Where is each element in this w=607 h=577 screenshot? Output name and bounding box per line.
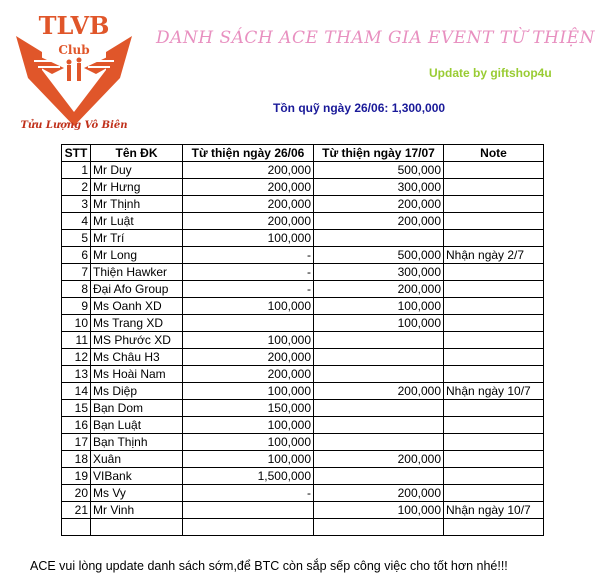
cell-name: Ms Vy — [91, 485, 183, 502]
cell-note: Nhận ngày 10/7 — [444, 502, 544, 519]
cell-donation-2606: 200,000 — [183, 196, 314, 213]
cell-name: MS Phước XD — [91, 332, 183, 349]
cell-donation-1707: 100,000 — [314, 315, 444, 332]
cell-note — [444, 519, 544, 536]
cell-stt: 13 — [62, 366, 91, 383]
club-logo — [12, 8, 136, 132]
cell-stt: 11 — [62, 332, 91, 349]
table-row — [62, 264, 544, 281]
cell-stt: 3 — [62, 196, 91, 213]
cell-stt: 5 — [62, 230, 91, 247]
cell-donation-1707: 100,000 — [314, 502, 444, 519]
cell-note — [444, 400, 544, 417]
cell-name: VIBank — [91, 468, 183, 485]
cell-name: Ms Oanh XD — [91, 298, 183, 315]
cell-stt: 4 — [62, 213, 91, 230]
svg-text:TLVB: TLVB — [38, 11, 110, 40]
cell-name: Mr Hưng — [91, 179, 183, 196]
cell-note — [444, 366, 544, 383]
tlvb-logo-icon — [12, 8, 136, 132]
cell-name: Mr Duy — [91, 162, 183, 179]
cell-donation-1707 — [314, 349, 444, 366]
cell-note — [444, 485, 544, 502]
table-row — [62, 519, 544, 536]
svg-text:Tửu Lượng Vô Biên: Tửu Lượng Vô Biên — [20, 120, 128, 131]
cell-note — [444, 230, 544, 247]
table-header-row — [62, 145, 544, 162]
footer-message: ACE vui lòng update danh sách sớm,để BTC còn sắp sếp công việc cho tốt hơn nhé!!! — [30, 559, 508, 573]
column-header-name: Tên ĐK — [91, 145, 183, 162]
cell-name: Mr Trí — [91, 230, 183, 247]
cell-stt: 6 — [62, 247, 91, 264]
cell-stt: 7 — [62, 264, 91, 281]
cell-donation-1707: 200,000 — [314, 383, 444, 400]
cell-stt: 2 — [62, 179, 91, 196]
cell-note — [444, 179, 544, 196]
cell-stt: 15 — [62, 400, 91, 417]
cell-donation-2606: - — [183, 281, 314, 298]
cell-donation-2606: 200,000 — [183, 349, 314, 366]
cell-stt: 17 — [62, 434, 91, 451]
table-row — [62, 196, 544, 213]
cell-donation-2606: 200,000 — [183, 179, 314, 196]
cell-stt: 10 — [62, 315, 91, 332]
cell-donation-2606: 1,500,000 — [183, 468, 314, 485]
cell-donation-1707 — [314, 468, 444, 485]
cell-stt: 8 — [62, 281, 91, 298]
cell-note — [444, 434, 544, 451]
table-row — [62, 485, 544, 502]
table-row — [62, 349, 544, 366]
cell-donation-1707: 200,000 — [314, 451, 444, 468]
cell-donation-1707 — [314, 434, 444, 451]
table-row — [62, 179, 544, 196]
cell-stt: 21 — [62, 502, 91, 519]
cell-name: Đại Afo Group — [91, 281, 183, 298]
page-title: DANH SÁCH ACE THAM GIA EVENT TỪ THIỆN — [156, 28, 595, 48]
cell-donation-1707: 200,000 — [314, 196, 444, 213]
cell-donation-1707: 500,000 — [314, 162, 444, 179]
cell-donation-2606 — [183, 502, 314, 519]
column-header-stt: STT — [62, 145, 91, 162]
cell-note — [444, 213, 544, 230]
table-row — [62, 230, 544, 247]
cell-donation-2606: 100,000 — [183, 417, 314, 434]
cell-name: Mr Long — [91, 247, 183, 264]
table-row — [62, 332, 544, 349]
cell-stt: 16 — [62, 417, 91, 434]
cell-name: Bạn Dom — [91, 400, 183, 417]
cell-note — [444, 162, 544, 179]
cell-donation-2606 — [183, 519, 314, 536]
cell-donation-1707: 200,000 — [314, 281, 444, 298]
cell-stt: 1 — [62, 162, 91, 179]
cell-donation-2606: - — [183, 264, 314, 281]
cell-stt: 18 — [62, 451, 91, 468]
cell-donation-1707: 300,000 — [314, 264, 444, 281]
cell-donation-2606: 100,000 — [183, 383, 314, 400]
cell-note — [444, 417, 544, 434]
column-header-donation-2606: Từ thiện ngày 26/06 — [183, 145, 314, 162]
cell-name: Bạn Thịnh — [91, 434, 183, 451]
cell-donation-2606 — [183, 315, 314, 332]
cell-donation-1707 — [314, 417, 444, 434]
column-header-note: Note — [444, 145, 544, 162]
cell-stt: 12 — [62, 349, 91, 366]
cell-donation-1707: 200,000 — [314, 485, 444, 502]
cell-stt — [62, 519, 91, 536]
cell-donation-1707 — [314, 366, 444, 383]
cell-note — [444, 281, 544, 298]
cell-donation-1707: 500,000 — [314, 247, 444, 264]
cell-donation-1707 — [314, 332, 444, 349]
cell-stt: 19 — [62, 468, 91, 485]
cell-name: Xuân — [91, 451, 183, 468]
table-body — [62, 162, 544, 536]
table-row — [62, 417, 544, 434]
cell-note: Nhận ngày 10/7 — [444, 383, 544, 400]
table-row — [62, 383, 544, 400]
fund-balance-label: Tồn quỹ ngày 26/06: 1,300,000 — [273, 101, 446, 115]
cell-name: Mr Luật — [91, 213, 183, 230]
cell-name: Thiện Hawker — [91, 264, 183, 281]
svg-text:Club: Club — [58, 43, 90, 57]
table-row — [62, 281, 544, 298]
cell-name: Ms Châu H3 — [91, 349, 183, 366]
cell-donation-2606: 200,000 — [183, 366, 314, 383]
cell-name: Bạn Luật — [91, 417, 183, 434]
table-row — [62, 434, 544, 451]
table-row — [62, 400, 544, 417]
table-row — [62, 298, 544, 315]
table-row — [62, 366, 544, 383]
cell-note — [444, 332, 544, 349]
table-row — [62, 247, 544, 264]
cell-donation-1707: 100,000 — [314, 298, 444, 315]
cell-donation-2606: 100,000 — [183, 434, 314, 451]
cell-name: Mr Vinh — [91, 502, 183, 519]
cell-donation-2606: 100,000 — [183, 332, 314, 349]
cell-stt: 9 — [62, 298, 91, 315]
cell-donation-1707: 300,000 — [314, 179, 444, 196]
cell-note — [444, 451, 544, 468]
table-row — [62, 451, 544, 468]
cell-donation-2606: - — [183, 485, 314, 502]
table-row — [62, 315, 544, 332]
cell-stt: 14 — [62, 383, 91, 400]
cell-donation-2606: 200,000 — [183, 213, 314, 230]
cell-donation-2606: 100,000 — [183, 451, 314, 468]
table-row — [62, 162, 544, 179]
cell-donation-1707 — [314, 400, 444, 417]
cell-donation-2606: 100,000 — [183, 298, 314, 315]
cell-note — [444, 468, 544, 485]
update-by-label: Update by giftshop4u — [429, 66, 552, 80]
cell-name: Mr Thịnh — [91, 196, 183, 213]
cell-donation-2606: - — [183, 247, 314, 264]
cell-donation-1707: 200,000 — [314, 213, 444, 230]
table-row — [62, 468, 544, 485]
cell-note — [444, 349, 544, 366]
cell-stt: 20 — [62, 485, 91, 502]
cell-note — [444, 196, 544, 213]
table-row — [62, 502, 544, 519]
donation-table — [61, 144, 544, 536]
cell-note — [444, 315, 544, 332]
cell-name — [91, 519, 183, 536]
cell-donation-2606: 100,000 — [183, 230, 314, 247]
cell-donation-2606: 150,000 — [183, 400, 314, 417]
cell-note — [444, 298, 544, 315]
cell-note: Nhận ngày 2/7 — [444, 247, 544, 264]
cell-name: Ms Trang XD — [91, 315, 183, 332]
column-header-donation-1707: Từ thiện ngày 17/07 — [314, 145, 444, 162]
cell-name: Ms Diệp — [91, 383, 183, 400]
cell-note — [444, 264, 544, 281]
cell-donation-1707 — [314, 519, 444, 536]
cell-name: Ms Hoài Nam — [91, 366, 183, 383]
cell-donation-2606: 200,000 — [183, 162, 314, 179]
table-row — [62, 213, 544, 230]
cell-donation-1707 — [314, 230, 444, 247]
